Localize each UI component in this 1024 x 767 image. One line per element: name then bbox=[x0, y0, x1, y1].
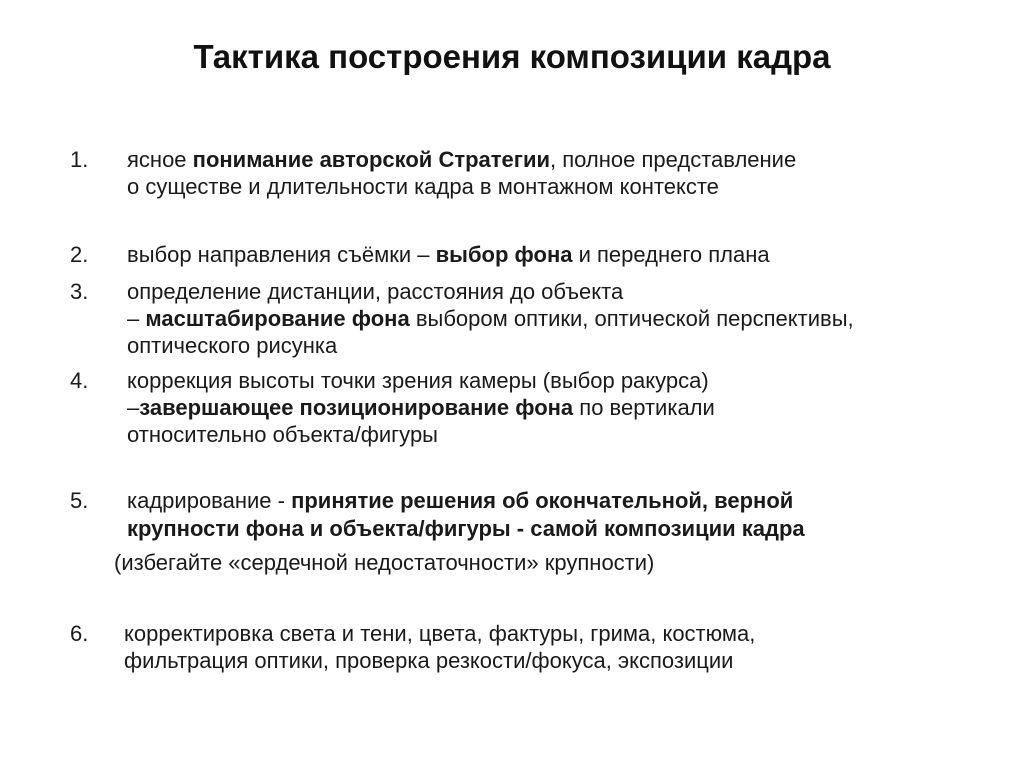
item-number: 5. bbox=[70, 488, 89, 513]
item-6-line-2: фильтрация оптики, проверка резкости/фокуса, экспозиции bbox=[124, 648, 734, 673]
item-1-line-2: о существе и длительности кадра в монтажном контексте bbox=[127, 174, 719, 199]
item-1-line-1: ясное понимание авторской Стратегии, полное представление bbox=[127, 147, 797, 172]
item-3-line-3: оптического рисунка bbox=[127, 333, 338, 358]
item-6-line-1: корректировка света и тени, цвета, фактуры, грима, костюма, bbox=[124, 621, 756, 646]
slide-title: Тактика построения композиции кадра bbox=[193, 38, 831, 75]
item-5-line-2: крупности фона и объекта/фигуры - самой композиции кадра bbox=[127, 516, 805, 541]
item-4-line-1: коррекция высоты точки зрения камеры (выбор ракурса) bbox=[127, 368, 709, 393]
item-number: 2. bbox=[70, 242, 89, 267]
item-number: 4. bbox=[70, 368, 89, 393]
item-number: 6. bbox=[70, 621, 89, 646]
item-number: 3. bbox=[70, 279, 89, 304]
item-4-line-3: относительно объекта/фигуры bbox=[127, 422, 438, 447]
item-5-line-1: кадрирование - принятие решения об окончательной, верной bbox=[127, 488, 794, 513]
item-number: 1. bbox=[70, 147, 89, 172]
item-4-line-2: –завершающее позиционирование фона по вертикали bbox=[127, 395, 715, 420]
item-2-line-1: выбор направления съёмки – выбор фона и переднего плана bbox=[127, 242, 770, 267]
item-3-line-2: – масштабирование фона выбором оптики, оптической перспективы, bbox=[127, 306, 854, 331]
item-5-note: (избегайте «сердечной недостаточности» крупности) bbox=[114, 550, 655, 575]
item-3-line-1: определение дистанции, расстояния до объекта bbox=[127, 279, 624, 304]
